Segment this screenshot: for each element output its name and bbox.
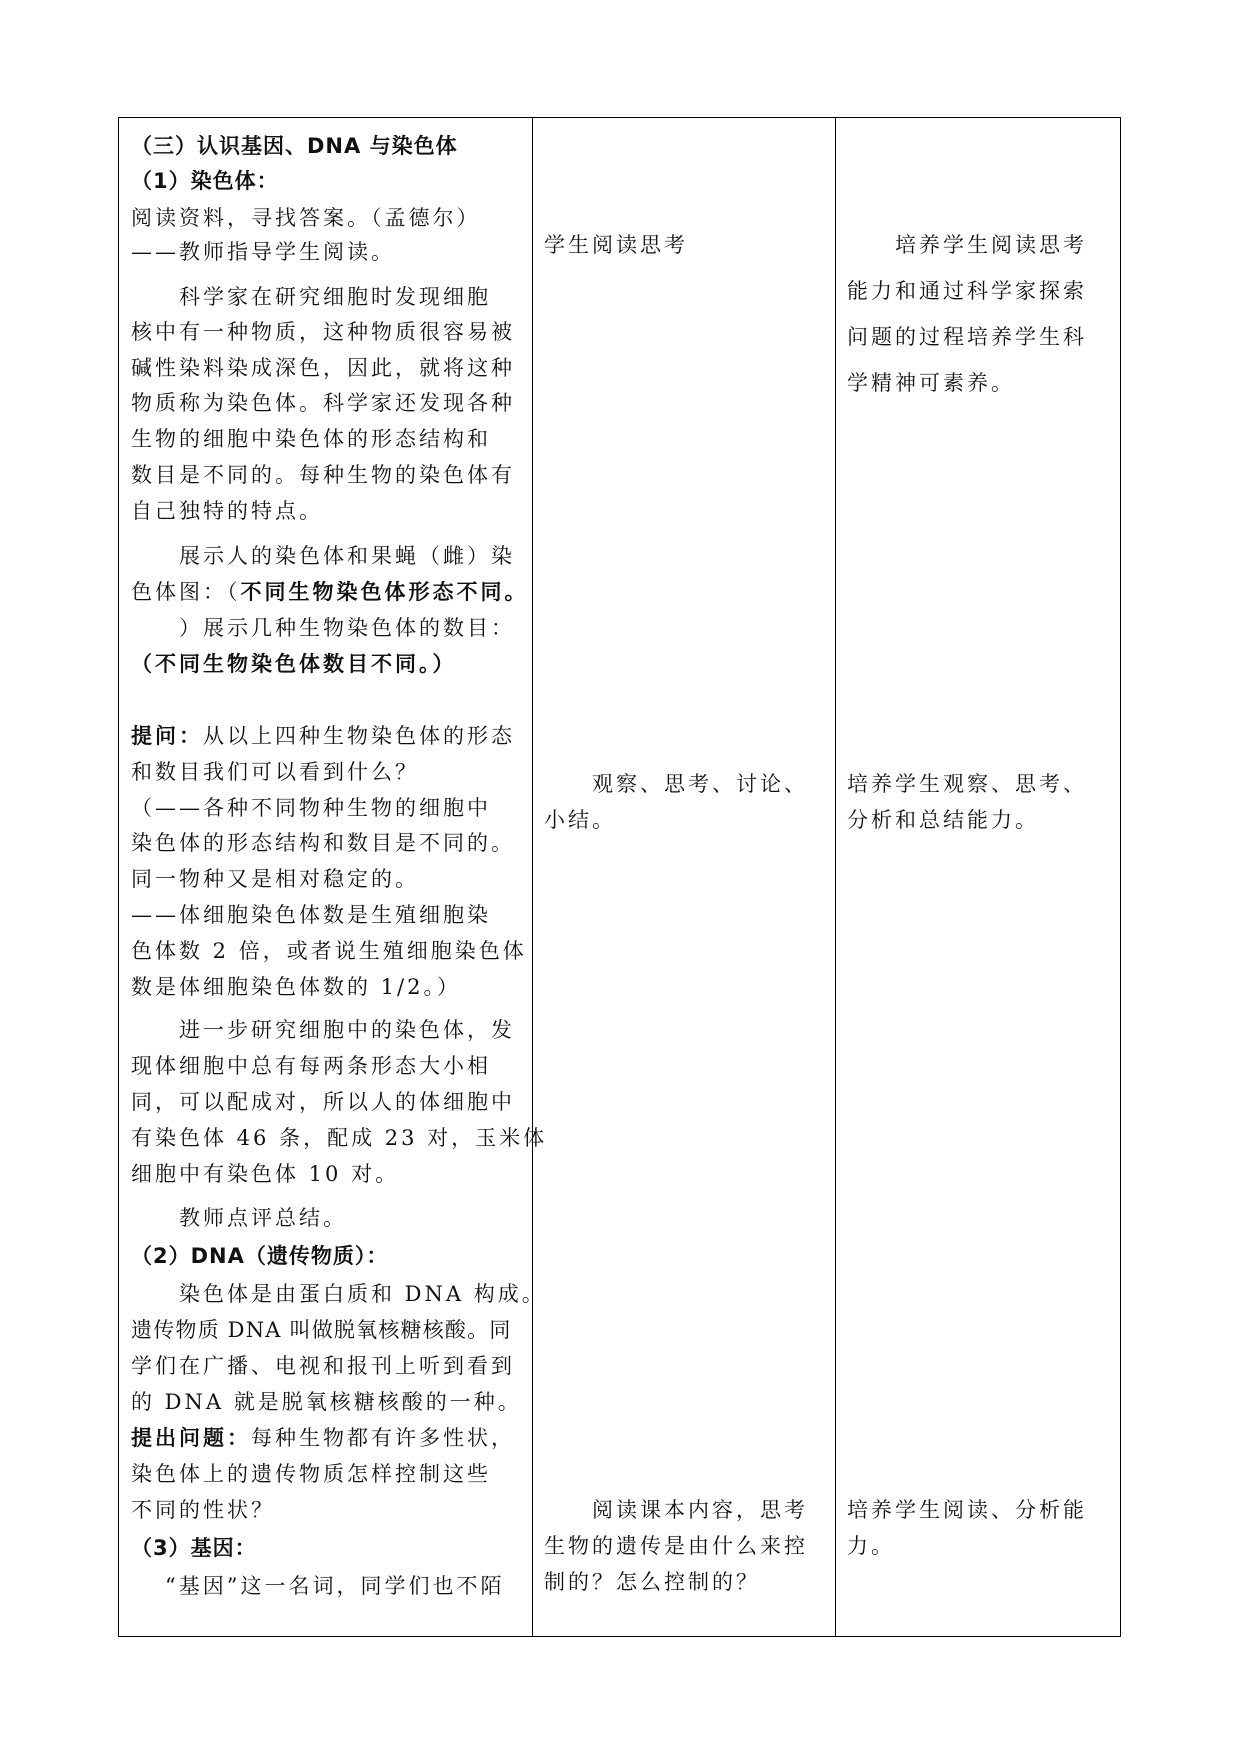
purpose-line: 分析和总结能力。 [847, 808, 1039, 832]
purpose-line: 力。 [847, 1534, 895, 1558]
chromosome-paragraph-line: 核中有一种物质，这种物质很容易被 [131, 320, 515, 344]
question-line: 和数目我们可以看到什么？ [131, 760, 419, 784]
answer-line: （——各种不同物种生物的细胞中 [131, 796, 491, 820]
pair-paragraph-line: 现体细胞中总有每两条形态大小相 [131, 1054, 491, 1078]
raise-question-line [131, 1424, 515, 1452]
answer-line: 同一物种又是相对稳定的。 [131, 867, 419, 891]
raise-question-line: 染色体上的遗传物质怎样控制这些 [131, 1462, 491, 1486]
gene-heading: （3）基因： [131, 1536, 257, 1560]
dna-paragraph-line: 的 DNA 就是脱氧核糖核酸的一种。 [131, 1390, 522, 1414]
chromosome-paragraph-line: 碱性染料染成深色，因此，就将这种 [131, 356, 515, 380]
chromosome-paragraph-line: 科学家在研究细胞时发现细胞 [179, 285, 491, 309]
show-line-prefix: 色体图：（ [131, 580, 241, 604]
count-differs-note: （不同生物染色体数目不同。） [131, 651, 457, 676]
gene-paragraph-line: “基因”这一名词，同学们也不陌 [165, 1574, 505, 1598]
teacher-summary: 教师点评总结。 [179, 1206, 347, 1230]
dna-paragraph-line: 遗传物质 DNA 叫做脱氧核糖核酸。同 [131, 1318, 512, 1342]
purpose-line: 培养学生阅读、分析能 [847, 1498, 1087, 1522]
purpose-line: 能力和通过科学家探索 [847, 279, 1087, 303]
raise-question-line: 不同的性状？ [131, 1498, 275, 1522]
chromosome-paragraph-line: 生物的细胞中染色体的形态结构和 [131, 427, 491, 451]
dna-paragraph-line: 学们在广播、电视和报刊上听到看到 [131, 1354, 515, 1378]
purpose-line: 问题的过程培养学生科 [847, 325, 1087, 349]
show-chromosome-line [131, 578, 529, 606]
purpose-line: 学精神可素养。 [847, 371, 1015, 395]
student-activity-line: 观察、思考、讨论、 [592, 772, 808, 796]
reading-intro-line: ——教师指导学生阅读。 [131, 240, 395, 264]
chromosome-paragraph-line: 自己独特的特点。 [131, 499, 323, 523]
dna-heading: （2）DNA（遗传物质）： [131, 1244, 389, 1268]
raise-question-text: 每种生物都有许多性状， [251, 1426, 515, 1450]
pair-paragraph-line: 进一步研究细胞中的染色体，发 [179, 1018, 515, 1042]
chromosome-paragraph-line: 物质称为染色体。科学家还发现各种 [131, 391, 515, 415]
answer-line: 数是体细胞染色体数的 1/2。） [131, 975, 461, 999]
answer-line: 色体数 2 倍，或者说生殖细胞染色体 [131, 939, 527, 963]
answer-line: ——体细胞染色体数是生殖细胞染 [131, 903, 491, 927]
reading-intro-line: 阅读资料，寻找答案。（孟德尔） [131, 206, 481, 230]
student-activity-line: 小结。 [544, 808, 616, 832]
question-line [131, 722, 515, 750]
question-text: 从以上四种生物染色体的形态 [203, 724, 515, 748]
answer-line: 染色体的形态结构和数目是不同的。 [131, 831, 515, 855]
pair-paragraph-line: 同，可以配成对，所以人的体细胞中 [131, 1090, 515, 1114]
pair-paragraph-line: 细胞中有染色体 10 对。 [131, 1162, 400, 1186]
column-divider [532, 118, 533, 1636]
student-activity-line: 生物的遗传是由什么来控 [544, 1534, 808, 1558]
student-activity-text: 学生阅读思考 [544, 233, 688, 257]
section-heading: （三）认识基因、DNA 与染色体 [131, 134, 458, 158]
column-divider [835, 118, 836, 1636]
chromosome-paragraph-line: 数目是不同的。每种生物的染色体有 [131, 463, 515, 487]
raise-question-label: 提出问题： [131, 1425, 251, 1450]
dna-paragraph-line: 染色体是由蛋白质和 DNA 构成。 [179, 1282, 546, 1306]
show-count-line: ）展示几种生物染色体的数目： [179, 616, 515, 640]
chromosome-heading: （1）染色体： [131, 169, 279, 193]
student-activity-line: 制的？怎么控制的？ [544, 1570, 760, 1594]
shape-differs-note: 不同生物染色体形态不同。 [240, 579, 529, 604]
pair-paragraph-line: 有染色体 46 条，配成 23 对，玉米体 [131, 1126, 548, 1150]
question-label: 提问： [131, 723, 203, 748]
purpose-line: 培养学生观察、思考、 [847, 772, 1087, 796]
lesson-plan-table [118, 117, 1121, 1637]
student-activity-line: 阅读课本内容，思考 [592, 1498, 808, 1522]
purpose-line: 培养学生阅读思考 [895, 233, 1087, 257]
show-chromosome-line: 展示人的染色体和果蝇（雌）染 [179, 544, 515, 568]
